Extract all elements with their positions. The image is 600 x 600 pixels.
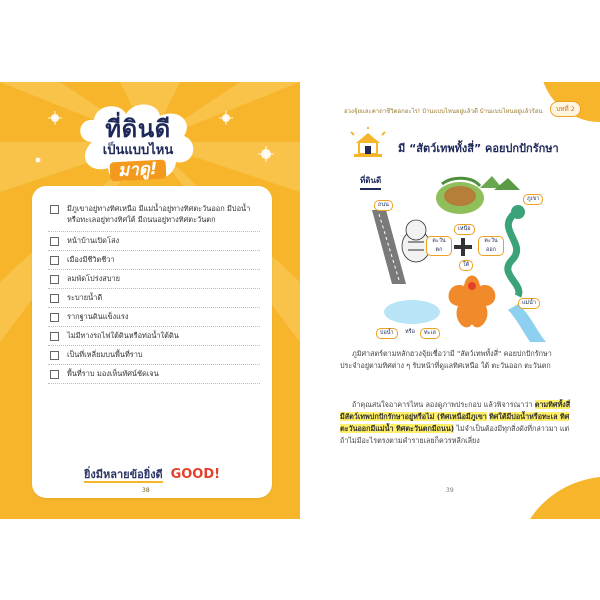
checklist-item: [48, 200, 260, 232]
label-east: ตะวัน ออก: [478, 236, 504, 256]
highlight-line-2: ทิศใต้มีบ่อน้ำหรือทะเล ทิศตะวันออกมีแม่น้ำ ทิศตะวันตกมีถนน): [340, 412, 570, 433]
label-sea: ทะเล: [420, 328, 440, 339]
checklist-item-label: ลมพัดโปร่งสบาย: [67, 274, 120, 283]
checklist-card: [32, 186, 272, 498]
label-west: ตะวัน ตก: [426, 236, 452, 256]
paragraph-1: ภูมิศาสตร์ตามหลักฮวงจุ้ยเชื่อว่ามี "สัตว์เทพทั้งสี่" คอยปกปักรักษาประจำอยู่ตามทิศต่าง ๆ รับหน้าที่ดูแลทิศเหนือ ใต้ ตะวันออก ตะวันตก: [340, 349, 552, 370]
checklist-item-label: เมืองมีชีวิตชีวา: [67, 255, 115, 264]
highlight-line-1: ตามทิศทั้งสี่มีสัตว์เทพปกปักรักษาอยู่หรือไม่ (ทิศเหนือมีภูเขา: [340, 400, 571, 421]
left-page: [0, 82, 300, 519]
road-shape: [372, 210, 406, 284]
checkbox[interactable]: [50, 237, 59, 246]
checklist-item-label: หน้าบ้านเปิดโล่ง: [67, 236, 120, 245]
checklist: [48, 200, 260, 384]
checkbox[interactable]: [50, 275, 59, 284]
checkbox[interactable]: [50, 332, 59, 341]
page-title: [72, 116, 204, 180]
label-mountain: ภูเขา: [523, 194, 543, 205]
book-spread: [0, 82, 600, 519]
label-or: หรือ: [402, 328, 418, 337]
checklist-item: [48, 289, 260, 308]
checkbox[interactable]: [50, 313, 59, 322]
good-summary: [32, 465, 272, 483]
checklist-item: [48, 327, 260, 346]
label-road: ถนน: [374, 200, 393, 211]
sub-tag: ที่ดินดี: [360, 174, 381, 190]
checkbox[interactable]: [50, 351, 59, 360]
good-word: GOOD!: [170, 467, 221, 482]
checklist-item-label: เป็นที่เหลี่ยมบนพื้นที่ราบ: [67, 350, 143, 359]
title-line-3: มาดู!: [110, 160, 166, 182]
label-pond: บ่อน้ำ: [376, 328, 398, 339]
title-line-1: ที่ดินดี: [105, 115, 171, 143]
page-number-right: 39: [446, 487, 454, 494]
four-guardians-illustration: [368, 174, 548, 344]
label-river: แม่น้ำ: [518, 298, 540, 309]
title-line-2: เป็นแบบไหน: [102, 143, 174, 158]
page-number-left: 38: [142, 487, 150, 494]
shrine-icon: [350, 127, 386, 157]
checklist-item-label: ไม่มีทางรถไฟใต้ดินหรือท่อน้ำใต้ดิน: [67, 331, 179, 340]
paragraph-2: [340, 399, 572, 447]
checkbox[interactable]: [50, 205, 59, 214]
checklist-item: [48, 308, 260, 327]
checklist-item-label: มีภูเขาอยู่ทางทิศเหนือ มีแม่น้ำอยู่ทางทิศตะวันออก มีบ่อน้ำหรือทะเลอยู่ทางทิศใต้ มีถนนอยู่ทางทิศตะวันตก: [67, 204, 251, 224]
paragraph-2-intro: ถ้าคุณสนใจอาคารไหน ลองดูภาพประกอบ แล้วพิจารณาว่า: [352, 400, 533, 409]
checklist-item-label: พื้นที่ราบ มองเห็นทัศน์ชัดเจน: [67, 369, 159, 378]
checkbox[interactable]: [50, 256, 59, 265]
checklist-item: [48, 270, 260, 289]
good-prefix: ยิ่งมีหลายข้อยิ่งดี: [83, 468, 163, 481]
checklist-item-label: รากฐานดินแข็งแรง: [67, 312, 129, 321]
checklist-item: [48, 346, 260, 365]
right-page: [300, 82, 600, 519]
checkbox[interactable]: [50, 294, 59, 303]
chapter-tag: บทที่ 2: [550, 101, 581, 117]
checkbox[interactable]: [50, 370, 59, 379]
checklist-item: [48, 232, 260, 251]
checklist-item-label: ระบายน้ำดี: [67, 293, 103, 302]
label-south: ใต้: [459, 260, 473, 271]
paragraph-2-tail: ไม่จำเป็นต้องมีทุกสิ่งดังที่กล่าวมา แต่ถ้าไม่มีอะไรตรงตามคำรายเลยก็ควรหลีกเลี่ยง: [340, 424, 570, 445]
checklist-item: [48, 365, 260, 384]
section-title: มี “สัตว์เทพทั้งสี่” คอยปกปักรักษา: [398, 142, 559, 155]
running-head: ฮวงจุ้ยและคาถาชีวิตอกอะไร! บ้านแบบไหนอยู่แล้วดี บ้านแบบไหนอยู่แล้วร้อน: [344, 108, 543, 115]
checklist-item: [48, 251, 260, 270]
label-north: เหนือ: [454, 224, 475, 235]
